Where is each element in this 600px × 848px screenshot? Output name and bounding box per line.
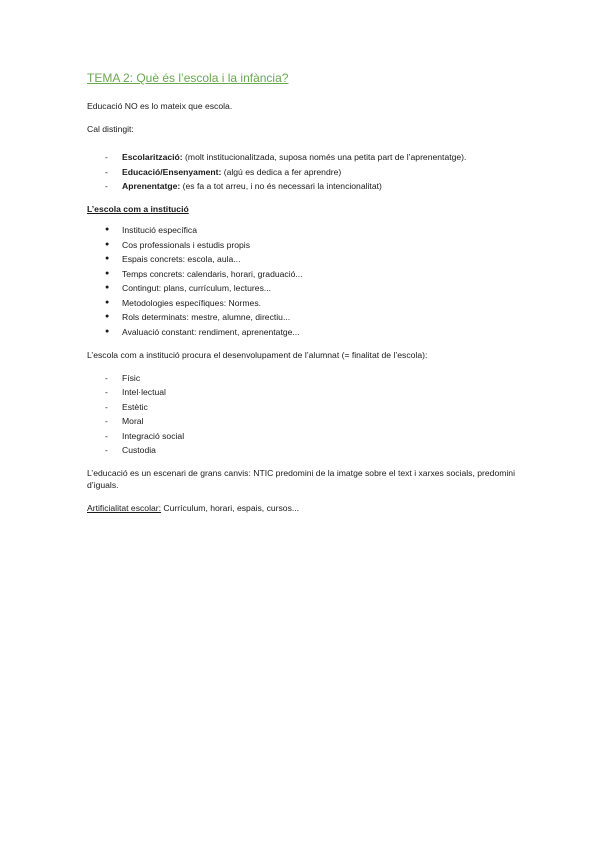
list-item bbox=[87, 239, 517, 251]
list-item-text: Cos professionals i estudis propis bbox=[122, 239, 251, 250]
dash-marker: - bbox=[105, 430, 108, 441]
distinguish-label: Cal distingit: bbox=[87, 124, 134, 134]
list-item-text: Avaluació constant: rendiment, aprenentatge... bbox=[122, 326, 300, 337]
list-item bbox=[87, 282, 517, 294]
term-label: Educació/Ensenyament: bbox=[122, 166, 222, 177]
list-item-text: Espais concrets: escola, aula... bbox=[122, 254, 241, 264]
list-item bbox=[87, 297, 517, 309]
list-item bbox=[87, 372, 517, 384]
distinctions-list bbox=[87, 151, 517, 192]
list-item-text: Institució específica bbox=[122, 225, 197, 235]
list-item bbox=[87, 180, 517, 192]
development-list bbox=[87, 372, 517, 457]
dash-marker: - bbox=[105, 445, 108, 455]
list-item bbox=[87, 401, 517, 413]
dash-marker: - bbox=[105, 387, 108, 397]
bullet-icon: ● bbox=[105, 255, 110, 262]
list-item-text: Intel·lectual bbox=[122, 387, 166, 397]
dash-marker: - bbox=[105, 152, 108, 162]
dash-marker: - bbox=[105, 166, 108, 177]
list-item bbox=[87, 386, 517, 398]
bullet-icon: ● bbox=[105, 226, 110, 233]
list-item bbox=[87, 166, 517, 178]
document-content bbox=[87, 70, 517, 525]
education-paragraph: L’educació es un escenari de grans canvis: NTIC predomini de la imatge sobre el text i xarxes socials, predomini d’iguals. bbox=[87, 468, 515, 490]
bullet-icon: ● bbox=[105, 327, 110, 335]
institution-list bbox=[87, 224, 517, 338]
list-item bbox=[87, 151, 517, 163]
list-item-text: Físic bbox=[122, 372, 141, 383]
list-item-text: Estètic bbox=[122, 401, 148, 412]
list-item bbox=[87, 224, 517, 236]
dash-marker: - bbox=[105, 401, 108, 412]
list-item bbox=[87, 326, 517, 338]
bullet-icon: ● bbox=[105, 240, 110, 248]
list-item bbox=[87, 444, 517, 456]
list-item-text: Integració social bbox=[122, 430, 185, 441]
section-heading: L’escola com a institució bbox=[87, 204, 189, 214]
list-item-text: Metodologies específiques: Normes. bbox=[122, 297, 262, 308]
bullet-icon: ● bbox=[105, 269, 110, 277]
list-item-text: Custodia bbox=[122, 445, 156, 455]
term-label: Escolarització: bbox=[122, 152, 183, 162]
list-item bbox=[87, 311, 517, 323]
list-item-text: Contingut: plans, currículum, lectures... bbox=[122, 283, 272, 293]
bullet-icon: ● bbox=[105, 298, 110, 306]
artificiality-text: Currículum, horari, espais, cursos... bbox=[161, 503, 300, 513]
artificiality-paragraph bbox=[87, 502, 517, 514]
list-item bbox=[87, 430, 517, 442]
list-item-text: Temps concrets: calendaris, horari, graduació... bbox=[122, 268, 303, 279]
development-paragraph: L’escola com a institució procura el desenvolupament de l’alumnat (= finalitat de l’escola): bbox=[87, 349, 428, 360]
term-description: (algú es dedica a fer aprendre) bbox=[221, 166, 342, 177]
list-item bbox=[87, 268, 517, 280]
dash-marker: - bbox=[105, 416, 108, 426]
list-item-text: Rols determinats: mestre, alumne, directiu... bbox=[122, 312, 291, 322]
artificiality-label: Artificialitat escolar: bbox=[87, 503, 162, 513]
intro-paragraph: Educació NO es lo mateix que escola. bbox=[87, 101, 233, 111]
bullet-icon: ● bbox=[105, 284, 110, 291]
list-item bbox=[87, 415, 517, 427]
list-item bbox=[87, 253, 517, 265]
term-description: (molt institucionalitzada, suposa només una petita part de l’aprenentatge). bbox=[182, 152, 467, 162]
bullet-icon: ● bbox=[105, 313, 110, 320]
dash-marker: - bbox=[105, 181, 108, 191]
term-label: Aprenentatge: bbox=[122, 181, 181, 191]
page-title: TEMA 2: Què és l’escola i la infància? bbox=[87, 71, 289, 85]
list-item-text: Moral bbox=[122, 416, 144, 426]
term-description: (es fa a tot arreu, i no és necessari la intencionalitat) bbox=[180, 181, 382, 191]
dash-marker: - bbox=[105, 372, 108, 383]
